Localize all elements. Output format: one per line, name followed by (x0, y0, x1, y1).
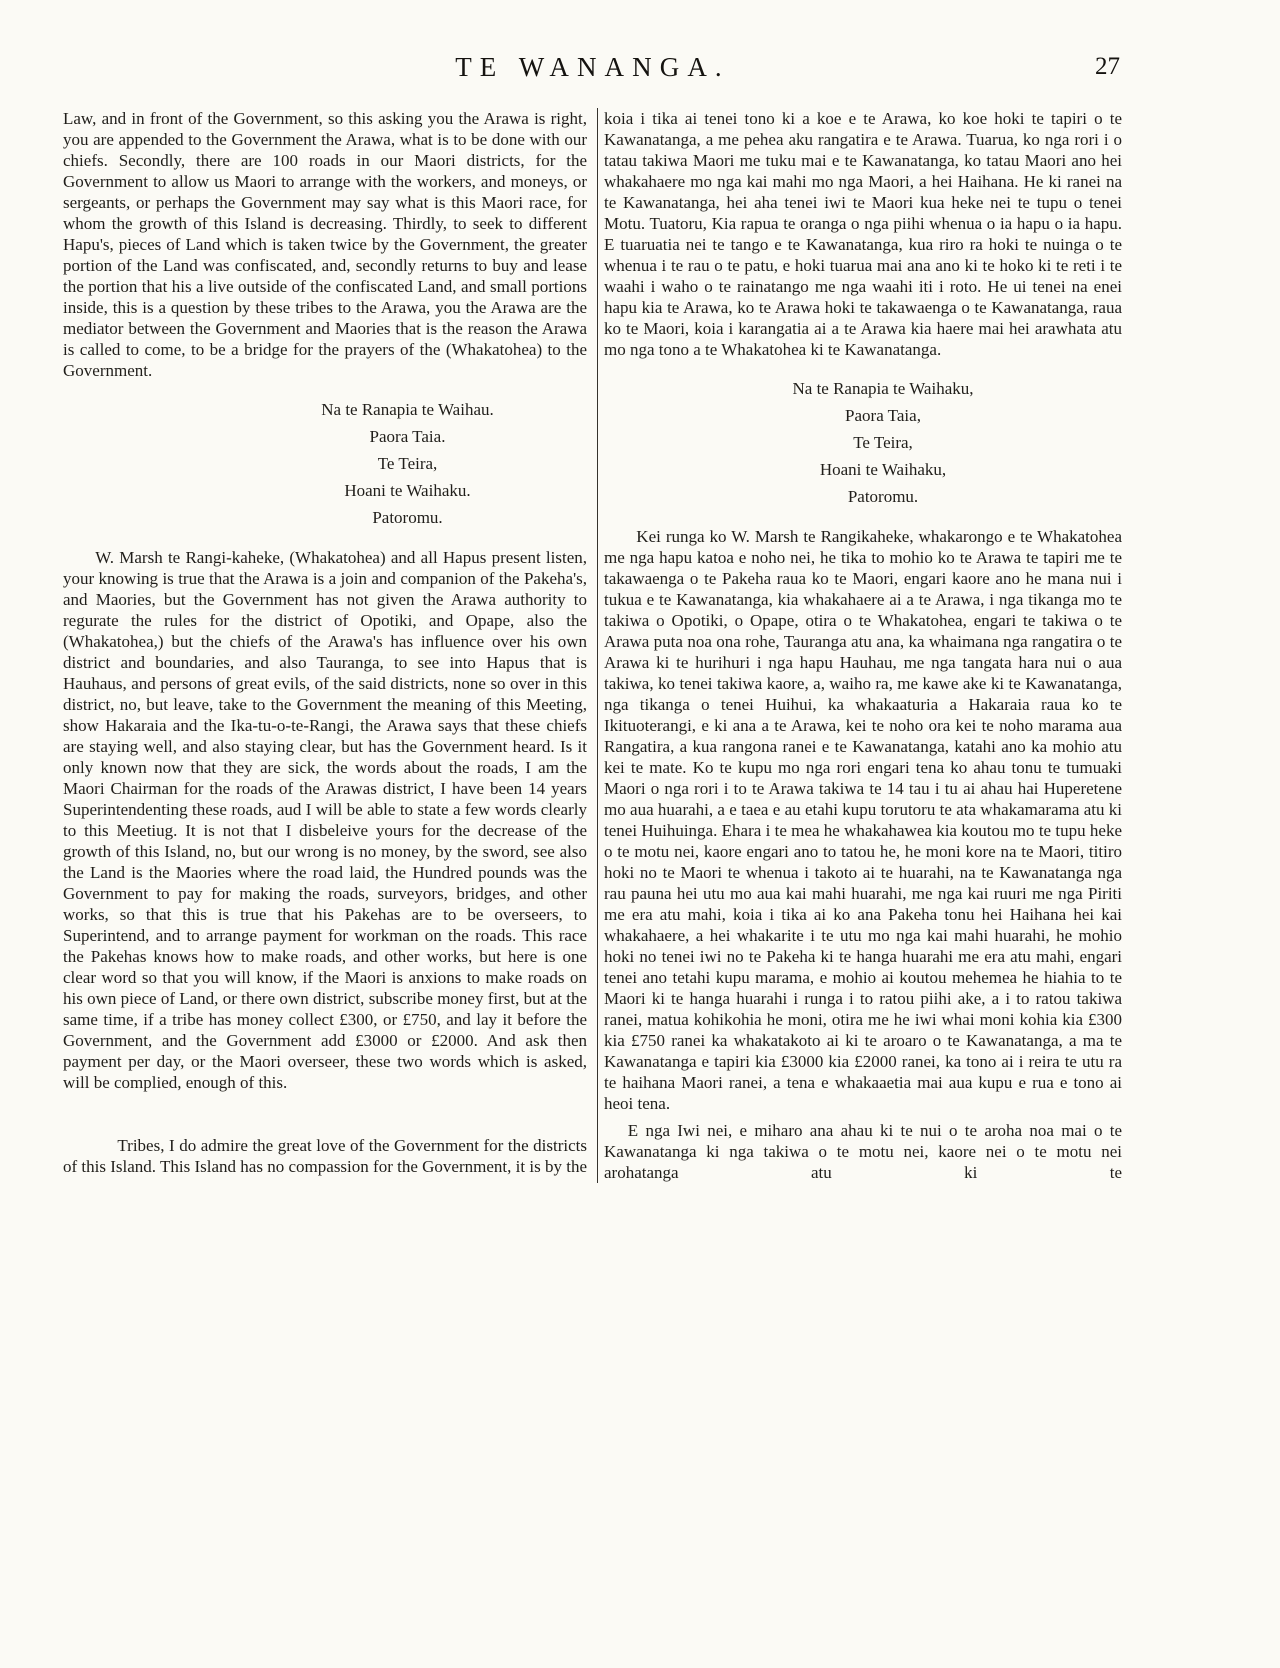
column-divider (597, 108, 598, 1183)
signature-line: Na te Ranapia te Waihau. (321, 400, 494, 419)
left-paragraph-speech: W. Marsh te Rangi-kaheke, (Whakatohea) and all Hapus present listen, your knowing is true that the Arawa is a join and companion of the Pakeha's, and Maories, but the Government has not given the Arawa authority to regurate the rules for the district of Opotiki, and Opape, also the (Whakatohea,) but the chiefs of the Arawa's has influence over his own district and boundaries, and also Tauranga, to see into Hapus that is Hauhaus, and persons of great evils, of the said districts, none so over in this district, no, but leave, take to the Government the meaning of this Meeting, show Hakaraia and the Ika-tu-o-te-Rangi, the Arawa says that these chiefs are staying well, and also staying clear, but has the Government heard. Is it only known now that they are sick, the words about the roads, I am the Maori Chairman for the roads of the Arawas district, I have been 14 years Superintendenting these roads, aud I will be able to state a few words clearly to this Meetiug. It is not that I disbeleive yours for the decrease of the growth of this Island, no, but our wrong is no money, by the sword, see also the Land is the Maories where the road laid, the Hundred pounds was the Government to pay for making the roads, surveyors, bridges, and other works, so that this is true that his Pakehas are to be overseers, to Superintend, and to arrange payment for workman on the roads. This race the Pakehas knows how to make roads, and other works, but here is one clear word so that you will know, if the Maori is anxions to make roads on his own piece of Land, or there own district, subscribe money first, but at the same time, if a tribe has money collect £300, or £750, and lay it before the Government, and the Government add £3000 or £2000. And ask then payment per day, or the Maori overseer, these two words which is asked, will be complied, enough of this. (63, 548, 587, 1092)
right-paragraph-closing: E nga Iwi nei, e miharo ana ahau ki te nui o te aroha noa mai o te Kawanatanga ki nga takiwa o te motu nei, kaore nei o te motu nei arohatanga atu ki te (604, 1121, 1122, 1182)
signature-line: Paora Taia. (369, 427, 446, 446)
two-column-body (63, 108, 1122, 1183)
right-column (604, 108, 1122, 1183)
right-paragraph-continuation: koia i tika ai tenei tono ki a koe e te Arawa, ko koe hoki te tapiri o te Kawanatanga, a me pehea aku rangatira e te Arawa. Tuarua, ko nga rori i o tatau takiwa Maori me tuku mai e te Kawanatanga, ko tatau Maori ano hei whakahaere mo nga kai mahi mo nga Maori, a hei Haihana. He ki ranei na te Kawanatanga, hei aha tenei iwi te Maori kua heke nei te tupu o tenei Motu. Tuatoru, Kia rapua te oranga o nga piihi whenua o ia hapu o ia hapu. E tuaruatia nei te tango e te Kawanatanga, kua riro ra hoki te nuinga o te whenua i te rau o te patu, e hoki tuarua mai ana ano ki te hoko ki te reti i te waahi i waho o te rainatango me nga waahi iti i roto. He ui tenei na enei hapu kia te Arawa, ko te Arawa hoki te takawaenga o te Kawanatanga, raua ko te Maori, koia i karangatia ai a te Arawa kia haere mai hei arawhata atu mo nga tono a te Whakatohea ki te Kawanatanga. (604, 109, 1122, 359)
signature-line: Te Teira, (853, 433, 913, 452)
left-paragraph-continuation: Law, and in front of the Government, so this asking you the Arawa is right, you are appended to the Government the Arawa, what is to be done with our chiefs. Secondly, there are 100 roads in our Maori districts, for the Government to allow us Maori to arrange with the workers, and moneys, or sergeants, or perhaps the Government may say what is this Maori race, for whom the growth of this Island is decreasing. Thirdly, to seek to different Hapu's, pieces of Land which is taken twice by the Government, the greater portion of the Land was confiscated, and, secondly returns to buy and lease the portion that his a live outside of the confiscated Land, and small portions inside, this is a question by these tribes to the Arawa, you the Arawa are the mediator between the Government and Maories that is the reason the Arawa is called to come, to be a bridge for the prayers of the (Whakatohea) to the Government. (63, 109, 587, 380)
page-title: TE WANANGA. (455, 52, 730, 82)
left-paragraph-closing: Tribes, I do admire the great love of the Government for the districts of this Island. This Island has no compassion for the Government, it is by the (63, 1136, 587, 1176)
newspaper-page (63, 0, 1122, 1183)
signature-line: Patoromu. (372, 508, 443, 527)
left-signature-block (63, 396, 587, 531)
right-signature-block (604, 375, 1122, 510)
signature-line: Paora Taia, (845, 406, 921, 425)
signature-line: Te Teira, (377, 454, 438, 473)
signature-line: Patoromu. (847, 487, 919, 506)
page-header (63, 52, 1122, 92)
right-paragraph-speech: Kei runga ko W. Marsh te Rangikaheke, whakarongo e te Whakatohea me nga hapu katoa e noho nei, he tika to mohio ko te Arawa te tapiri me te takawaenga o te Pakeha raua ko te Maori, engari kaore ano he mana nui i tukua e te Kawanatanga, kia whakahaere ai a te Arawa, i nga tikanga mo te takiwa o Opotiki, o Opape, otira o te Whakatohea, engari te takiwa o te Arawa puta noa ona rohe, Tauranga atu ana, ka whaimana nga rangatira o te Arawa ki te hurihuri i nga hapu Hauhau, me nga tangata hara nui o aua takiwa, ko tenei takiwa kaore, a, waiho ra, me kawe ake ki te Kawanatanga, nga tikanga o tenei Huihui, ka whakaaturia a Hakaraia raua ko te Ikituoterangi, e ki ana a te Arawa, kei te noho ora kei te noho marama aua Rangatira, a kua rangona ranei e te Kawanatanga, katahi ano ka mohio atu kei te mate. Ko te kupu mo nga rori engari tena ko ahau tonu te tumuaki Maori o nga rori i to te Arawa takiwa te 14 tau i tu ai ahau hai Huperetene mo aua huarahi, a e taea e au etahi kupu torutoru te ata whakamarama atu ki tenei Huihuinga. Ehara i te mea he whakahawea kia koutou mo te tupu heke o te motu nei, kaore engari ano to tatou he, he moni kore na te Maori, titiro hoki no te Maori te whenua i takoto ai te huarahi, na te Kawanatanga nga rau pauna hei utu mo aua kai mahi huarahi, me nga kai ruuri me nga Piriti me era atu mahi, koia i tika ai ko ana Pakeha tonu hei Haihana hei kai whakahaere, a hei whakarite i te utu mo nga kai mahi huarahi, he mohio hoki no tenei iwi no te Pakeha ki te hanga huarahi me era atu mahi, engari tenei ano tetahi kupu marama, e mohio ai koutou mehemea he hiahia to te Maori ki te hanga huarahi i runga i to ratou piihi ake, a i to ratou takiwa ranei, matua kohikohia he moni, otira me he iwi whai moni kohia kia £300 kia £750 ranei ka whakatakoto ai ki te aroaro o te Kawanatanga, a ma te Kawanatanga e tapiri kia £3000 kia £2000 ranei, ka tono ai i reira te utu ra te haihana Maori ranei, a tena e whakaaetia mai aua kupu e rua e tono ai heoi tena. (604, 527, 1122, 1113)
page-number: 27 (1095, 53, 1120, 80)
signature-line: Hoani te Waihaku, (819, 460, 947, 479)
left-column (63, 108, 587, 1183)
signature-line: Na te Ranapia te Waihaku, (792, 379, 974, 398)
signature-line: Hoani te Waihaku. (344, 481, 471, 500)
